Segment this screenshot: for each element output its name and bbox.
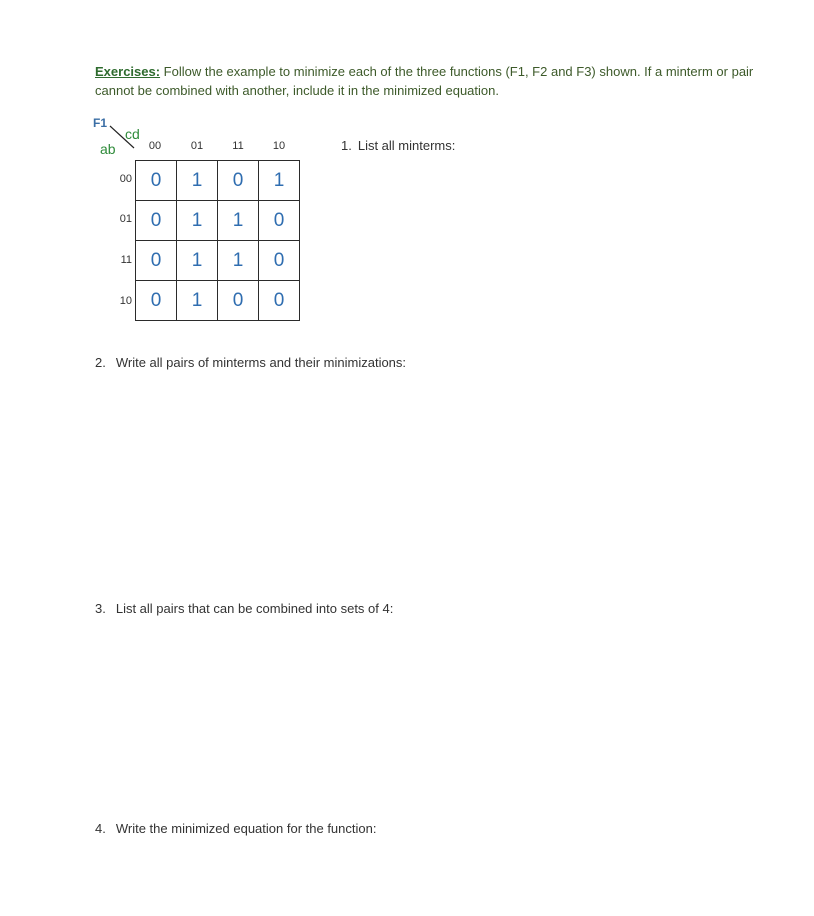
kmap-grid — [135, 160, 300, 321]
kmap-cell: 1 — [218, 241, 259, 281]
question-text: Write the minimized equation for the function: — [115, 821, 377, 836]
column-header: 11 — [232, 140, 244, 152]
kmap-cell: 0 — [136, 281, 177, 321]
question-number: 2. — [95, 355, 106, 370]
exercise-instructions — [95, 62, 765, 100]
kmap-cell: 1 — [177, 241, 218, 281]
karnaugh-map — [88, 114, 328, 334]
question-sets-of-four — [95, 601, 393, 616]
question-number: 4. — [95, 821, 106, 836]
question-number: 3. — [95, 601, 106, 616]
kmap-row — [136, 161, 300, 201]
question-list-minterms — [341, 138, 455, 153]
question-text: List all minterms: — [357, 138, 456, 153]
kmap-cell: 1 — [177, 201, 218, 241]
kmap-cell: 0 — [259, 281, 300, 321]
kmap-cell: 1 — [177, 281, 218, 321]
kmap-cell: 0 — [218, 161, 259, 201]
question-text: Write all pairs of minterms and their minimizations: — [115, 355, 407, 370]
kmap-row — [136, 241, 300, 281]
instructions-text: Follow the example to minimize each of the three functions (F1, F2 and F3) shown. If a minterm or pair cannot be combined with another, include it in the minimized equation. — [95, 64, 754, 98]
column-variable-label: cd — [125, 126, 140, 142]
kmap-cell: 1 — [259, 161, 300, 201]
column-header: 01 — [190, 140, 204, 152]
question-text: List all pairs that can be combined into sets of 4: — [115, 601, 394, 616]
question-write-pairs — [95, 355, 406, 370]
kmap-cell: 0 — [136, 241, 177, 281]
function-label: F1 — [93, 116, 108, 130]
exercises-heading: Exercises: — [95, 64, 161, 79]
column-header: 00 — [148, 140, 162, 152]
kmap-cell: 0 — [259, 241, 300, 281]
row-header: 11 — [120, 254, 132, 266]
row-header: 00 — [119, 173, 132, 185]
kmap-cell: 1 — [177, 161, 218, 201]
kmap-cell: 0 — [218, 281, 259, 321]
row-header: 10 — [119, 295, 132, 307]
question-number: 1. — [341, 138, 352, 153]
kmap-cell: 1 — [218, 201, 259, 241]
kmap-row — [136, 201, 300, 241]
question-minimized-equation — [95, 821, 376, 836]
kmap-cell: 0 — [136, 161, 177, 201]
column-header: 10 — [272, 140, 286, 152]
row-header: 01 — [119, 213, 132, 225]
kmap-cell: 0 — [136, 201, 177, 241]
kmap-row — [136, 281, 300, 321]
kmap-cell: 0 — [259, 201, 300, 241]
row-variable-label: ab — [100, 141, 116, 157]
